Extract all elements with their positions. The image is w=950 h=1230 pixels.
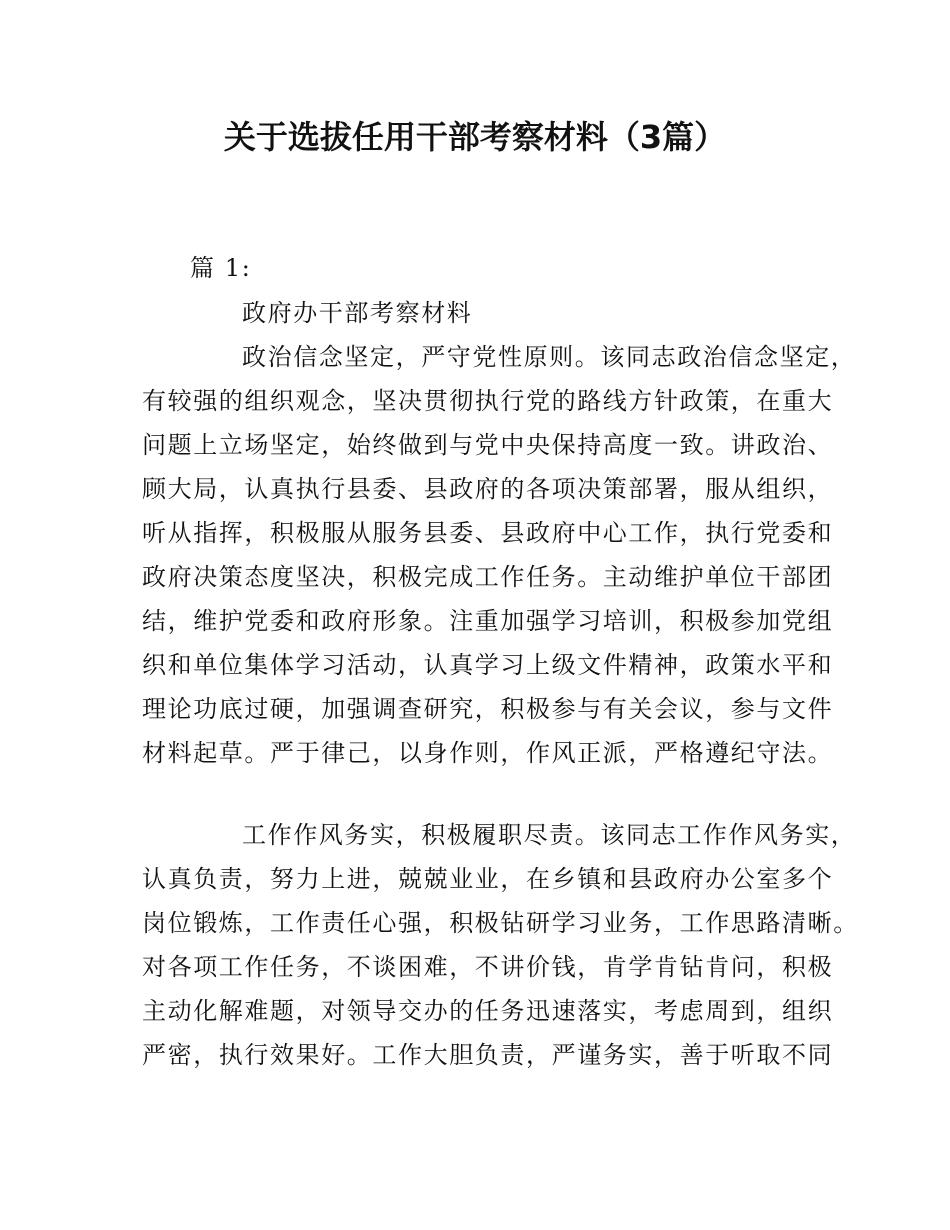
paragraph-line: 主动化解难题，对领导交办的任务迅速落实，考虑周到，组织 bbox=[142, 997, 834, 1025]
paragraph-line: 结，维护党委和政府形象。注重加强学习培训，积极参加党组 bbox=[142, 607, 834, 635]
paragraph-line: 理论功底过硬，加强调查研究，积极参与有关会议，参与文件 bbox=[142, 695, 834, 723]
paragraph-line: 顾大局，认真执行县委、县政府的各项决策部署，服从组织， bbox=[142, 475, 834, 503]
paragraph-line: 听从指挥，积极服从服务县委、县政府中心工作，执行党委和 bbox=[142, 519, 834, 547]
paragraph-1 bbox=[142, 335, 857, 775]
document-title: 关于选拔任用干部考察材料（3篇） bbox=[223, 118, 727, 156]
paragraph-line: 岗位锻炼，工作责任心强，积极钻研学习业务，工作思路清晰。 bbox=[142, 909, 859, 937]
paragraph-line: 织和单位集体学习活动，认真学习上级文件精神，政策水平和 bbox=[142, 651, 834, 679]
paragraph-line: 材料起草。严于律己，以身作则，作风正派，严格遵纪守法。 bbox=[142, 739, 834, 767]
section-subtitle: 政府办干部考察材料 bbox=[242, 299, 473, 327]
paragraph-line: 严密，执行效果好。工作大胆负责，严谨务实，善于听取不同 bbox=[142, 1041, 834, 1069]
paragraph-line: 认真负责，努力上进，兢兢业业，在乡镇和县政府办公室多个 bbox=[142, 865, 834, 893]
paragraph-line: 有较强的组织观念，坚决贯彻执行党的路线方针政策，在重大 bbox=[142, 387, 834, 415]
paragraph-line: 对各项工作任务，不谈困难，不讲价钱，肯学肯钻肯问，积极 bbox=[142, 953, 834, 981]
section-label: 篇 1: bbox=[190, 254, 252, 282]
paragraph-line: 问题上立场坚定，始终做到与党中央保持高度一致。讲政治、 bbox=[142, 431, 834, 459]
paragraph-line: 政府决策态度坚决，积极完成工作任务。主动维护单位干部团 bbox=[142, 563, 834, 591]
paragraph-line: 工作作风务实，积极履职尽责。该同志工作作风务实， bbox=[242, 821, 857, 849]
paragraph-line: 政治信念坚定，严守党性原则。该同志政治信念坚定， bbox=[242, 343, 857, 371]
paragraph-2 bbox=[142, 813, 859, 1077]
